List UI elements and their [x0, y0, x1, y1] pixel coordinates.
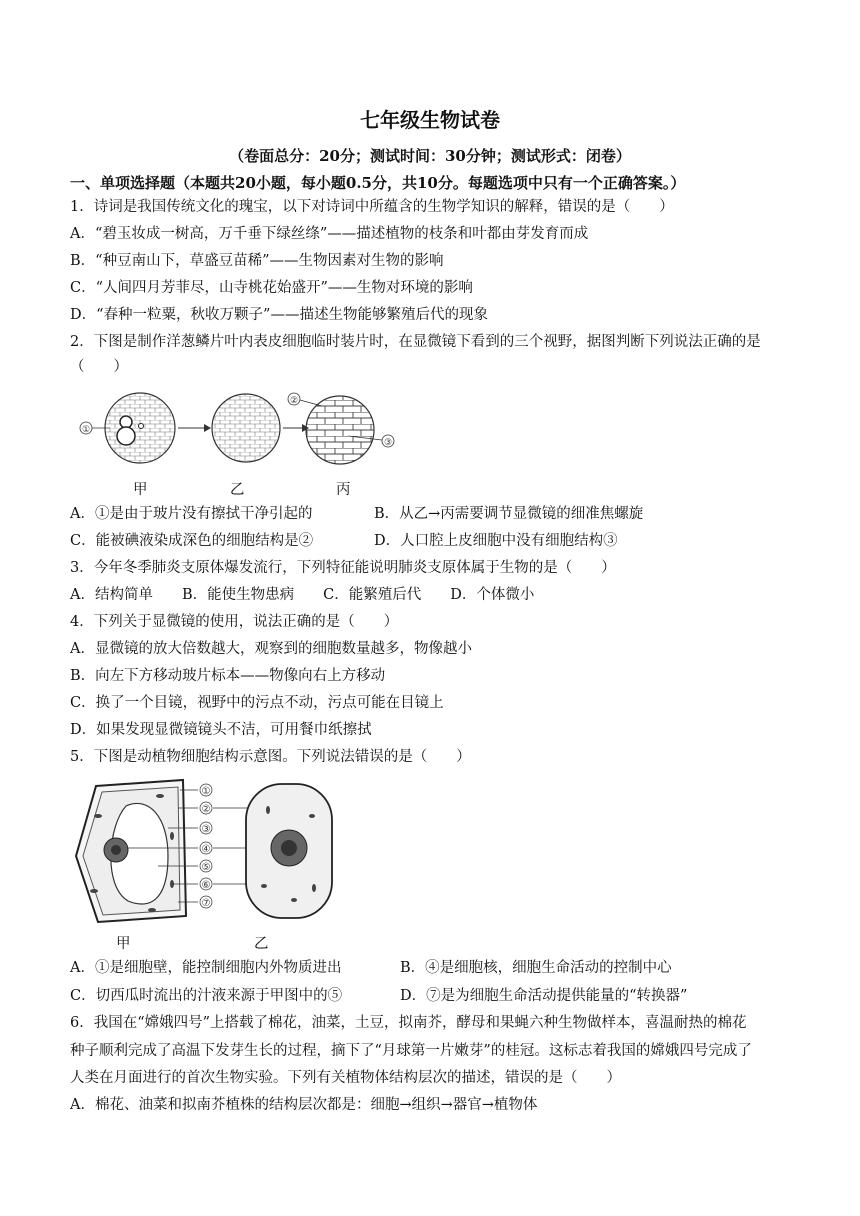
q1-option-d: D．“春种一粒粟，秋收万颗子”——描述生物能够繁殖后代的现象 — [70, 307, 488, 323]
q5-mark-3: ③ — [201, 824, 211, 835]
q4-option-c: C．换了一个目镜，视野中的污点不动，污点可能在目镜上 — [70, 695, 444, 711]
q5-option-b: B．④是细胞核，细胞生命活动的控制中心 — [400, 960, 672, 976]
q5-option-c: C．切西瓜时流出的汁液来源于甲图中的⑤ — [70, 988, 343, 1004]
q4-option-b: B．向左下方移动玻片标本——物像向右上方移动 — [70, 668, 386, 684]
q1-option-a: A．“碧玉妆成一树高，万千垂下绿丝绦”——描述植物的枝条和叶都由芽发育而成 — [70, 226, 589, 242]
q2-mark-1: ① — [81, 425, 91, 435]
microscope-views-figure — [78, 388, 408, 468]
q2-option-c: C．能被碘液染成深色的细胞结构是② — [70, 533, 314, 549]
q2-label-bing: 丙 — [336, 482, 351, 498]
q5-mark-2: ② — [201, 804, 211, 815]
q5-label-yi: 乙 — [254, 936, 269, 952]
q5-option-d: D．⑦是为细胞生命活动提供能量的“转换器” — [400, 988, 688, 1004]
q4-option-a: A．显微镜的放大倍数越大，观察到的细胞数量越多，物像越小 — [70, 641, 472, 657]
q5-mark-5: ⑤ — [201, 862, 211, 873]
q5-mark-7: ⑦ — [201, 898, 211, 909]
q6-option-a: A．棉花、油菜和拟南芥植株的结构层次都是：细胞→组织→器官→植物体 — [70, 1097, 538, 1113]
page-title: 七年级生物试卷 — [360, 108, 500, 132]
q2-stem: 2．下图是制作洋葱鳞片叶内表皮细胞临时装片时，在显微镜下看到的三个视野，据图判断下列说法正确的是 — [70, 334, 761, 350]
q2-option-d: D．人口腔上皮细胞中没有细胞结构③ — [374, 533, 618, 549]
q2-mark-3: ③ — [383, 438, 393, 448]
q6-stem-line2: 种子顺利完成了高温下发芽生长的过程，摘下了“月球第一片嫩芽”的桂冠。这标志着我国的嫦娥四号完成了 — [70, 1043, 752, 1059]
q4-stem: 4．下列关于显微镜的使用，说法正确的是（ ） — [70, 614, 399, 630]
q2-stem-paren: （ ） — [70, 359, 128, 375]
q2-mark-2: ② — [289, 396, 299, 406]
q2-option-b: B．从乙→丙需要调节显微镜的细准焦螺旋 — [374, 506, 644, 522]
q5-option-a: A．①是细胞壁，能控制细胞内外物质进出 — [70, 960, 342, 976]
q6-stem-line3: 人类在月面进行的首次生物实验。下列有关植物体结构层次的描述，错误的是（ ） — [70, 1070, 621, 1086]
q5-stem: 5．下图是动植物细胞结构示意图。下列说法错误的是（ ） — [70, 749, 471, 765]
q1-option-c: C．“人间四月芳菲尽，山寺桃花始盛开”——生物对环境的影响 — [70, 280, 473, 296]
plant-animal-cell-figure — [68, 776, 338, 926]
q2-label-yi: 乙 — [230, 482, 245, 498]
q5-label-jia: 甲 — [116, 936, 131, 952]
q1-stem: 1．诗词是我国传统文化的瑰宝，以下对诗词中所蕴含的生物学知识的解释，错误的是（ ） — [70, 199, 674, 215]
q5-mark-1: ① — [201, 786, 211, 797]
section-heading: 一、单项选择题（本题共20小题，每小题0.5分，共10分。每题选项中只有一个正确答案。） — [70, 174, 686, 192]
q3-options: A．结构简单 B．能使生物患病 C．能繁殖后代 D．个体微小 — [70, 587, 535, 603]
q1-option-b: B．“种豆南山下，草盛豆苗稀”——生物因素对生物的影响 — [70, 253, 444, 269]
q4-option-d: D．如果发现显微镜镜头不洁，可用餐巾纸擦拭 — [70, 722, 372, 738]
q5-mark-4: ④ — [201, 844, 211, 855]
q2-option-a: A．①是由于玻片没有擦拭干净引起的 — [70, 506, 313, 522]
q6-stem-line1: 6．我国在“嫦娥四号”上搭载了棉花，油菜，土豆，拟南芥，酵母和果蝇六种生物做样本，喜温耐热的棉花 — [70, 1015, 747, 1031]
q3-stem: 3．今年冬季肺炎支原体爆发流行，下列特征能说明肺炎支原体属于生物的是（ ） — [70, 560, 616, 576]
exam-info: （卷面总分：20分；测试时间：30分钟；测试形式：闭卷） — [229, 147, 631, 165]
q5-mark-6: ⑥ — [201, 880, 211, 891]
q2-label-jia: 甲 — [133, 482, 148, 498]
